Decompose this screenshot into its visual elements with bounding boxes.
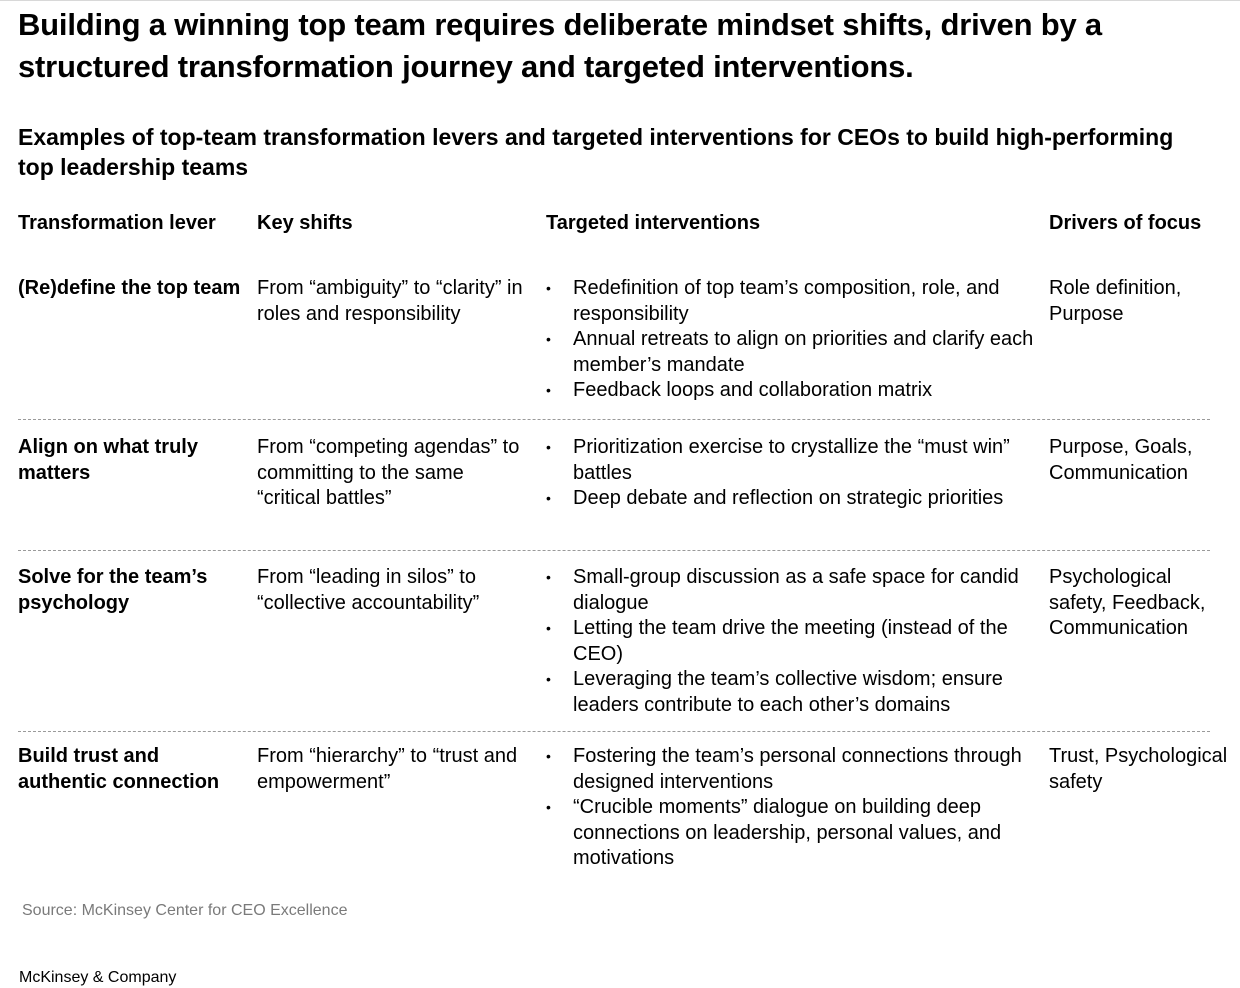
intervention-item: • Feedback loops and collaboration matrix xyxy=(546,378,1036,404)
intervention-item: • Fostering the team’s personal connections through designed interventions xyxy=(546,744,1036,795)
exhibit-subtitle: Examples of top-team transformation levers and targeted interventions for CEOs to build high-performing top leadership teams xyxy=(18,124,1174,180)
row-interventions xyxy=(546,744,1036,872)
column-header-drivers: Drivers of focus xyxy=(1049,212,1202,234)
top-rule xyxy=(0,0,1240,1)
row-drivers: Psychological safety, Feedback, Communication xyxy=(1049,566,1206,640)
intervention-item: • Prioritization exercise to crystallize the “must win” battles xyxy=(546,435,1036,486)
intervention-item: • Leveraging the team’s collective wisdom; ensure leaders contribute to each other’s domains xyxy=(546,667,1036,718)
brand-logo-text: McKinsey & Company xyxy=(19,969,177,986)
intervention-item: • Redefinition of top team’s composition, role, and responsibility xyxy=(546,276,1036,327)
source-note: Source: McKinsey Center for CEO Excellence xyxy=(22,902,348,919)
row-interventions xyxy=(546,276,1036,404)
page-title: Building a winning top team requires deliberate mindset shifts, driven by a structured transformation journey and targeted interventions. xyxy=(18,7,1102,84)
row-drivers: Trust, Psychological safety xyxy=(1049,745,1228,793)
row-lever: Build trust and authentic connection xyxy=(18,745,220,793)
intervention-item: • Deep debate and reflection on strategic priorities xyxy=(546,486,1036,512)
intervention-item: • “Crucible moments” dialogue on building deep connections on leadership, personal values, and motivations xyxy=(546,795,1036,872)
row-key-shift: From “ambiguity” to “clarity” in roles and responsibility xyxy=(257,277,523,325)
column-header-shifts: Key shifts xyxy=(257,212,353,234)
table-header xyxy=(18,208,1218,238)
row-lever: Align on what truly matters xyxy=(18,436,198,484)
row-drivers: Purpose, Goals, Communication xyxy=(1049,436,1193,484)
intervention-item: • Letting the team drive the meeting (instead of the CEO) xyxy=(546,616,1036,667)
row-key-shift: From “competing agendas” to committing to the same “critical battles” xyxy=(257,436,520,510)
row-interventions xyxy=(546,565,1036,719)
row-divider xyxy=(18,731,1210,732)
row-divider xyxy=(18,550,1210,551)
intervention-item: • Small-group discussion as a safe space for candid dialogue xyxy=(546,565,1036,616)
row-lever: (Re)define the top team xyxy=(18,277,241,299)
row-interventions xyxy=(546,435,1036,512)
row-key-shift: From “hierarchy” to “trust and empowerment” xyxy=(257,745,518,793)
row-key-shift: From “leading in silos” to “collective accountability” xyxy=(257,566,480,614)
row-lever: Solve for the team’s psychology xyxy=(18,566,208,614)
column-header-interventions: Targeted interventions xyxy=(546,212,761,234)
row-drivers: Role definition, Purpose xyxy=(1049,277,1182,325)
intervention-item: • Annual retreats to align on priorities and clarify each member’s mandate xyxy=(546,327,1036,378)
row-divider xyxy=(18,419,1210,420)
column-header-lever: Transformation lever xyxy=(18,212,216,234)
